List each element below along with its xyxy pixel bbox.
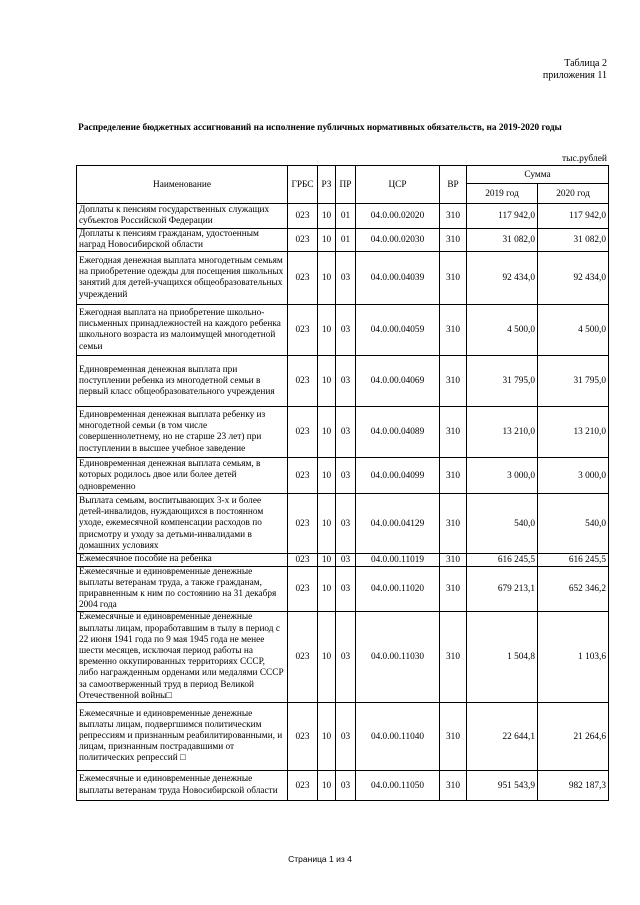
units-label: тыс.рублей	[561, 154, 607, 164]
header-year-2019: 2019 год	[467, 184, 538, 204]
cell-vr: 310	[440, 305, 467, 356]
cell-amount-2020: 13 210,0	[538, 407, 609, 458]
table-body	[77, 204, 609, 801]
header-rz: РЗ	[318, 166, 336, 204]
cell-name: Ежемесячные и единовременные денежные выплаты лицам, проработавшим в тылу в период с 22 июня 1941 года по 9 мая 1945 года не менее шести месяцев, исключая период работы на временно оккупированных территориях СССР, либо награжденным орденами или медалями СССР за самоотверженный труд в период Великой Отечественной войны□	[77, 612, 288, 703]
table-row	[77, 229, 609, 252]
cell-pr: 03	[336, 252, 356, 305]
cell-csr: 04.0.00.02030	[356, 229, 440, 252]
cell-csr: 04.0.00.04129	[356, 494, 440, 554]
cell-grbs: 023	[288, 458, 318, 494]
cell-grbs: 023	[288, 229, 318, 252]
cell-name: Единовременная денежная выплата при поступлении ребенка из многодетной семьи в первый класс общеобразовательного учреждения	[77, 356, 288, 407]
table-row	[77, 458, 609, 494]
cell-amount-2019: 3 000,0	[467, 458, 538, 494]
cell-name: Ежемесячные и единовременные денежные выплаты ветеранам труда, а также гражданам, приравненным к ним по состоянию на 31 декабря 2004 года	[77, 566, 288, 612]
cell-amount-2020: 31 082,0	[538, 229, 609, 252]
header-year-2020: 2020 год	[538, 184, 609, 204]
table-row	[77, 407, 609, 458]
cell-vr: 310	[440, 229, 467, 252]
cell-amount-2020: 540,0	[538, 494, 609, 554]
cell-vr: 310	[440, 252, 467, 305]
cell-vr: 310	[440, 703, 467, 771]
cell-csr: 04.0.00.04069	[356, 356, 440, 407]
header-name: Наименование	[77, 166, 288, 204]
cell-rz: 10	[318, 356, 336, 407]
cell-name: Единовременная денежная выплата семьям, в которых родилось двое или более детей одновременно	[77, 458, 288, 494]
table-row	[77, 494, 609, 554]
cell-grbs: 023	[288, 305, 318, 356]
table-row	[77, 703, 609, 771]
cell-rz: 10	[318, 229, 336, 252]
cell-name: Доплаты к пенсиям государственных служащих субъектов Российской Федерации	[77, 204, 288, 229]
budget-table	[76, 165, 609, 801]
cell-pr: 03	[336, 612, 356, 703]
cell-rz: 10	[318, 305, 336, 356]
cell-csr: 04.0.00.11019	[356, 554, 440, 566]
cell-grbs: 023	[288, 771, 318, 801]
cell-pr: 03	[336, 494, 356, 554]
cell-pr: 03	[336, 407, 356, 458]
cell-csr: 04.0.00.04089	[356, 407, 440, 458]
cell-pr: 03	[336, 771, 356, 801]
header-vr: ВР	[440, 166, 467, 204]
cell-rz: 10	[318, 703, 336, 771]
table-row	[77, 566, 609, 612]
cell-name: Единовременная денежная выплата ребенку из многодетной семьи (в том числе совершеннолетнему, но не старше 23 лет) при поступлении в высшее учебное заведение	[77, 407, 288, 458]
cell-csr: 04.0.00.11050	[356, 771, 440, 801]
cell-pr: 01	[336, 204, 356, 229]
cell-pr: 03	[336, 305, 356, 356]
table-row	[77, 612, 609, 703]
cell-amount-2020: 3 000,0	[538, 458, 609, 494]
cell-amount-2020: 4 500,0	[538, 305, 609, 356]
cell-rz: 10	[318, 566, 336, 612]
cell-amount-2020: 31 795,0	[538, 356, 609, 407]
cell-amount-2019: 31 082,0	[467, 229, 538, 252]
cell-amount-2019: 92 434,0	[467, 252, 538, 305]
cell-pr: 01	[336, 229, 356, 252]
cell-vr: 310	[440, 458, 467, 494]
cell-name: Ежемесячные и единовременные денежные выплаты ветеранам труда Новосибирской области	[77, 771, 288, 801]
cell-amount-2020: 652 346,2	[538, 566, 609, 612]
table-caption	[543, 58, 607, 82]
cell-pr: 03	[336, 703, 356, 771]
cell-vr: 310	[440, 407, 467, 458]
cell-pr: 03	[336, 554, 356, 566]
cell-csr: 04.0.00.11020	[356, 566, 440, 612]
table-number: Таблица 2	[564, 58, 607, 69]
cell-csr: 04.0.00.04039	[356, 252, 440, 305]
cell-amount-2020: 92 434,0	[538, 252, 609, 305]
cell-csr: 04.0.00.11040	[356, 703, 440, 771]
header-grbs: ГРБС	[288, 166, 318, 204]
cell-name: Ежемесячные и единовременные денежные выплаты лицам, подвергшимся политическим репрессиям и признанным реабилитированными, и лицам, признанным пострадавшими от политических репрессий □	[77, 703, 288, 771]
cell-vr: 310	[440, 356, 467, 407]
cell-amount-2019: 540,0	[467, 494, 538, 554]
table-row	[77, 771, 609, 801]
cell-csr: 04.0.00.04059	[356, 305, 440, 356]
cell-amount-2020: 1 103,6	[538, 612, 609, 703]
page-footer: Страница 1 из 4	[288, 854, 352, 864]
cell-vr: 310	[440, 494, 467, 554]
cell-vr: 310	[440, 566, 467, 612]
table-row	[77, 356, 609, 407]
cell-csr: 04.0.00.04099	[356, 458, 440, 494]
cell-vr: 310	[440, 612, 467, 703]
table-row	[77, 252, 609, 305]
cell-amount-2020: 616 245,5	[538, 554, 609, 566]
cell-grbs: 023	[288, 252, 318, 305]
cell-vr: 310	[440, 771, 467, 801]
cell-rz: 10	[318, 458, 336, 494]
cell-rz: 10	[318, 204, 336, 229]
header-sum: Сумма	[467, 166, 609, 184]
cell-rz: 10	[318, 407, 336, 458]
document-title: Распределение бюджетных ассигнований на исполнение публичных нормативных обязательств, на 2019-2020 годы	[78, 123, 562, 133]
cell-pr: 03	[336, 458, 356, 494]
cell-rz: 10	[318, 494, 336, 554]
cell-amount-2019: 1 504,8	[467, 612, 538, 703]
cell-amount-2019: 4 500,0	[467, 305, 538, 356]
appendix-number: приложения 11	[542, 70, 607, 81]
cell-csr: 04.0.00.11030	[356, 612, 440, 703]
cell-grbs: 023	[288, 703, 318, 771]
cell-grbs: 023	[288, 494, 318, 554]
cell-name: Ежемесячное пособие на ребенка	[77, 554, 288, 566]
cell-name: Выплата семьям, воспитывающих 3-х и более детей-инвалидов, нуждающихся в постоянном уходе, ежемесячной компенсации расходов по присмотру и уходу за детьми-инвалидами в домашних условиях	[77, 494, 288, 554]
cell-csr: 04.0.00.02020	[356, 204, 440, 229]
table-row	[77, 554, 609, 566]
cell-amount-2019: 951 543,9	[467, 771, 538, 801]
cell-rz: 10	[318, 612, 336, 703]
header-pr: ПР	[336, 166, 356, 204]
cell-rz: 10	[318, 554, 336, 566]
cell-amount-2020: 982 187,3	[538, 771, 609, 801]
cell-name: Доплаты к пенсиям гражданам, удостоенным наград Новосибирской области	[77, 229, 288, 252]
cell-rz: 10	[318, 252, 336, 305]
cell-grbs: 023	[288, 204, 318, 229]
cell-amount-2019: 616 245,5	[467, 554, 538, 566]
cell-pr: 03	[336, 566, 356, 612]
cell-grbs: 023	[288, 554, 318, 566]
cell-vr: 310	[440, 204, 467, 229]
cell-pr: 03	[336, 356, 356, 407]
cell-vr: 310	[440, 554, 467, 566]
cell-amount-2019: 22 644,1	[467, 703, 538, 771]
cell-amount-2019: 31 795,0	[467, 356, 538, 407]
cell-amount-2019: 679 213,1	[467, 566, 538, 612]
cell-grbs: 023	[288, 356, 318, 407]
cell-amount-2019: 13 210,0	[467, 407, 538, 458]
cell-rz: 10	[318, 771, 336, 801]
header-csr: ЦСР	[356, 166, 440, 204]
cell-name: Ежегодная денежная выплата многодетным семьям на приобретение одежды для посещения школьных занятий для детей-учащихся общеобразовательных учреждений	[77, 252, 288, 305]
cell-grbs: 023	[288, 612, 318, 703]
table-row	[77, 204, 609, 229]
cell-name: Ежегодная выплата на приобретение школьно-письменных принадлежностей на каждого ребенка школьного возраста из малоимущей многодетной семьи	[77, 305, 288, 356]
cell-grbs: 023	[288, 407, 318, 458]
cell-amount-2020: 21 264,6	[538, 703, 609, 771]
table-row	[77, 305, 609, 356]
cell-grbs: 023	[288, 566, 318, 612]
cell-amount-2020: 117 942,0	[538, 204, 609, 229]
cell-amount-2019: 117 942,0	[467, 204, 538, 229]
